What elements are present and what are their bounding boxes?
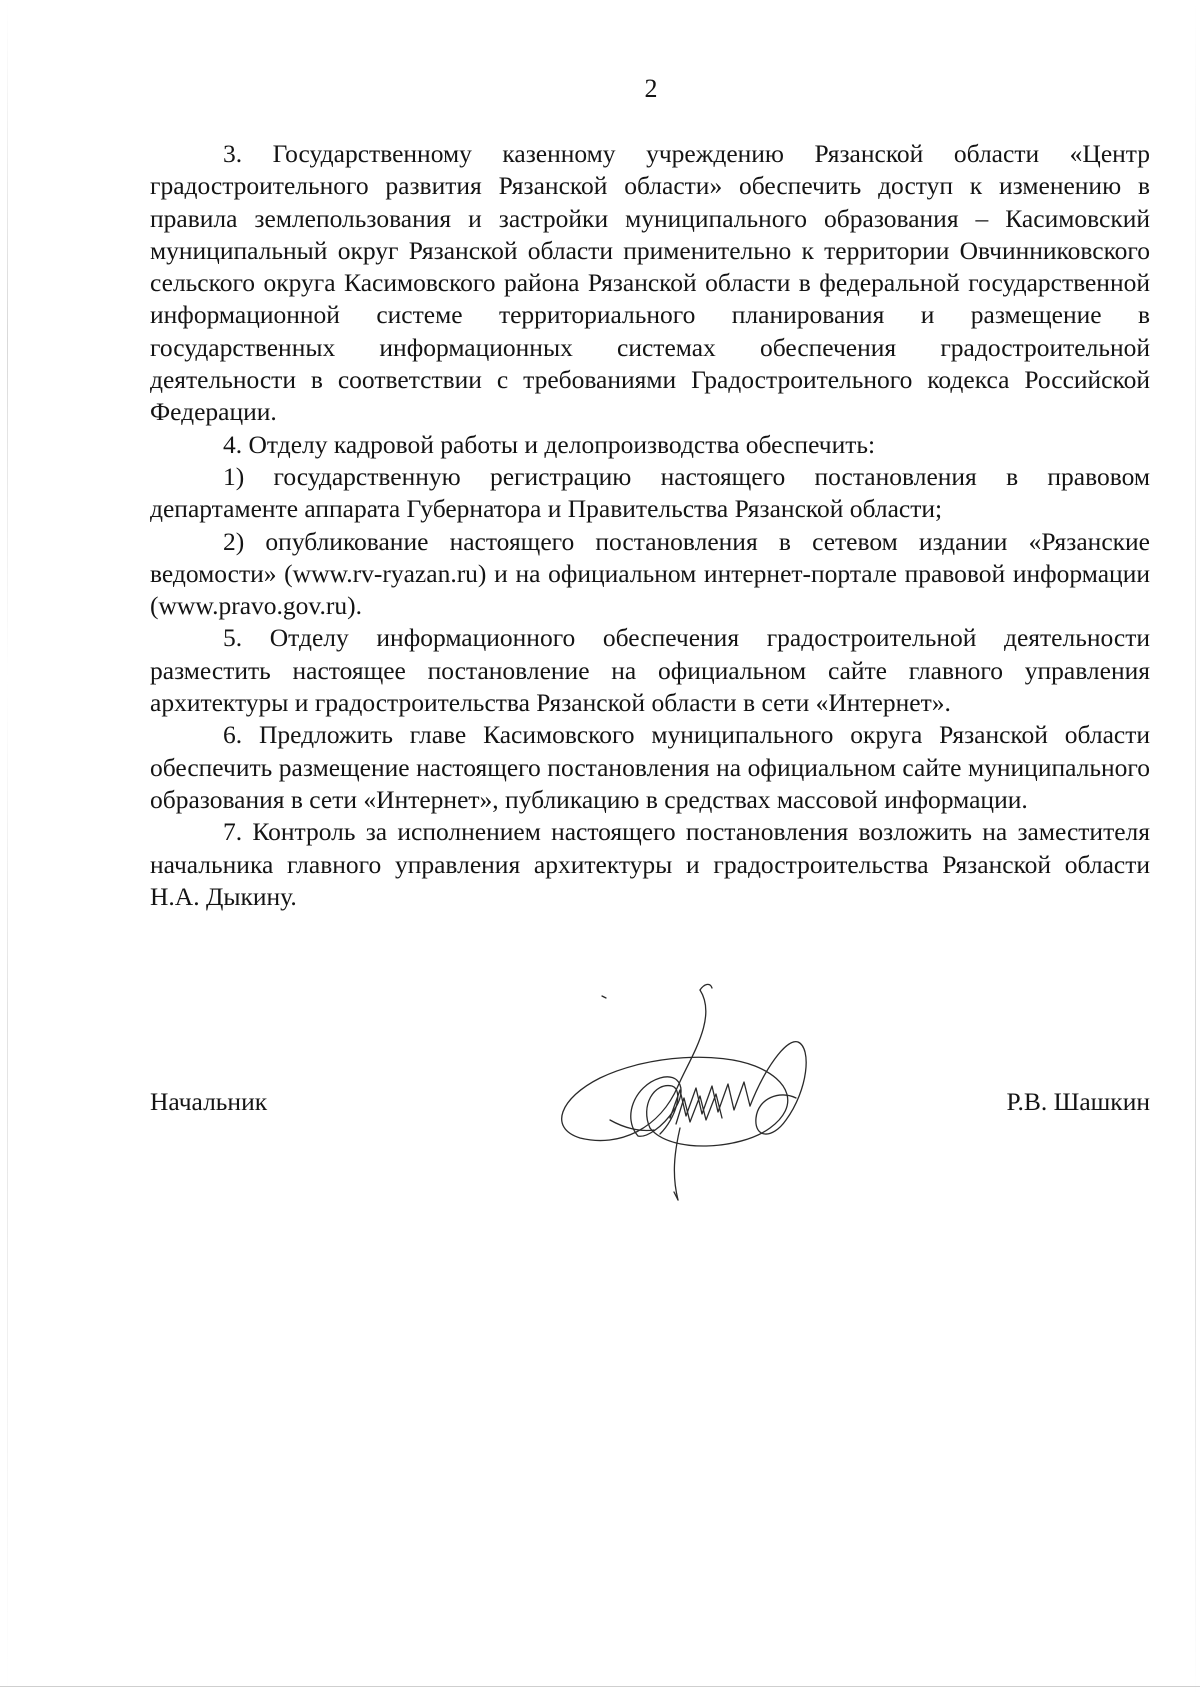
scan-edge-left xyxy=(7,0,8,1697)
paragraph-4: 4. Отделу кадровой работы и делопроизводства обеспечить: xyxy=(223,429,876,459)
signature-block xyxy=(150,1086,1150,1126)
scan-edge-right xyxy=(1195,0,1196,1697)
paragraph-4-item-1: 1) государственную регистрацию настоящего постановления в правовом департаменте аппарата Губернатора и Правительства Рязанской области; xyxy=(150,461,1150,524)
signatory-name: Р.В. Шашкин xyxy=(1006,1087,1150,1116)
paragraph-5: 5. Отделу информационного обеспечения градостроительной деятельности разместить настоящее постановление на официальном сайте главного управления архитектуры и градостроительства Рязанской области в сети «Интернет». xyxy=(150,623,1150,718)
page-number: 2 xyxy=(644,74,658,103)
signatory-position: Начальник xyxy=(150,1087,268,1116)
scan-edge-bottom xyxy=(0,1686,1200,1687)
document-body xyxy=(150,138,1150,913)
paragraph-6: 6. Предложить главе Касимовского муниципального округа Рязанской области обеспечить размещение настоящего постановления на официальном сайте муниципального образования в сети «Интернет», публикацию в средствах массовой информации. xyxy=(150,720,1150,814)
paragraph-4-item-2: 2) опубликование настоящего постановления в сетевом издании «Рязанские ведомости» (www.rv-ryazan.ru) и на официальном интернет-портале правовой информации (www.pravo.gov.ru). xyxy=(150,526,1150,621)
paragraph-7: 7. Контроль за исполнением настоящего постановления возложить на заместителя начальника главного управления архитектуры и градостроительства Рязанской области Н.А. Дыкину. xyxy=(150,817,1150,911)
paragraph-3: 3. Государственному казенному учреждению Рязанской области «Центр градостроительного развития Рязанской области» обеспечить доступ к изменению в правила землепользования и застройки муниципального образования – Касимовский муниципальный округ Рязанской области применительно к территории Овчинниковского сельского округа Касимовского района Рязанской области в федеральной государственной информационной системе территориального планирования и размещение в государственных информационных системах обеспечения градостроительной деятельности в соответствии с требованиями Градостроительного кодекса Российской Федерации. xyxy=(150,139,1150,427)
